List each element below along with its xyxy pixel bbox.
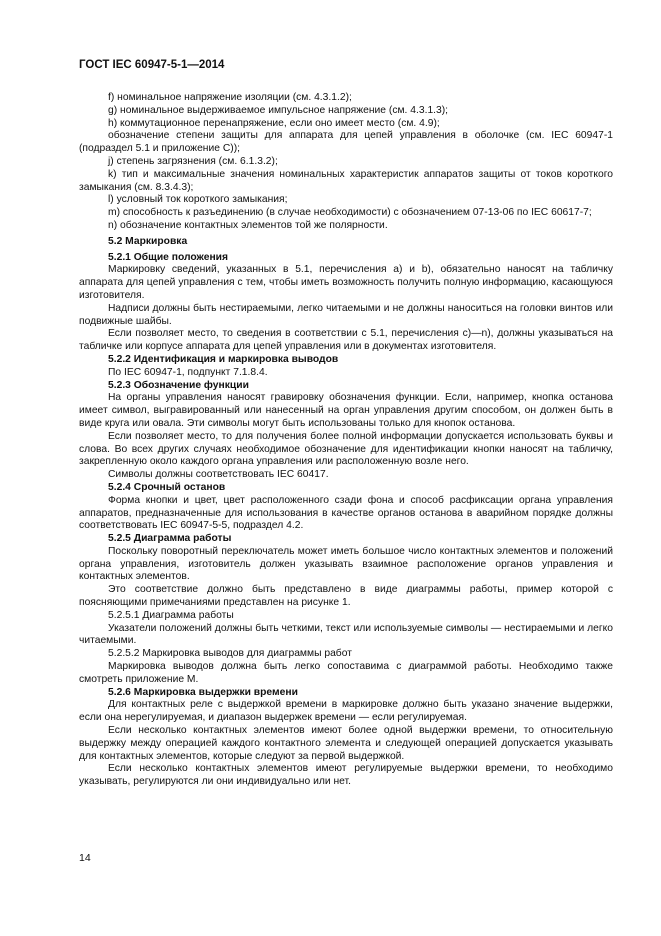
subsection-heading-5-2-5-2: 5.2.5.2 Маркировка выводов для диаграммы работ [108, 648, 352, 660]
section-heading-5-2-4: 5.2.4 Срочный останов [108, 481, 226, 493]
paragraph: По IEC 60947-1, подпункт 7.1.8.4. [108, 366, 268, 378]
list-item-j: j) степень загрязнения (см. 6.1.3.2); [108, 155, 278, 167]
list-item-l: l) условный ток короткого замыкания; [108, 194, 288, 206]
section-heading-5-2: 5.2 Маркировка [108, 235, 188, 247]
section-heading-5-2-3: 5.2.3 Обозначение функции [108, 379, 249, 391]
list-item-m: m) способность к разъединению (в случае необходимости) с обозначением 07-13-06 по IEC 60617-7; [108, 207, 592, 219]
section-heading-5-2-6: 5.2.6 Маркировка выдержки времени [108, 686, 298, 698]
section-heading-5-2-2: 5.2.2 Идентификация и маркировка выводов [108, 353, 339, 365]
page-body [79, 92, 613, 789]
paragraph: Это соответствие должно быть представлено в виде диаграммы работы, пример которой с поясняющими примечаниями представлен на рисунке 1. [79, 584, 613, 609]
paragraph: Форма кнопки и цвет, цвет расположенного сзади фона и способ расфиксации органа управления аппаратов, предназначенные для использования в качестве органов останова в аварийном порядке должны соответствовать IEC 60947-5-5, подраздел 4.2. [79, 494, 613, 532]
list-item-h: h) коммутационное перенапряжение, если оно имеет место (см. 4.9); [108, 117, 440, 129]
paragraph: Символы должны соответствовать IEC 60417. [108, 469, 329, 481]
paragraph: Для контактных реле с выдержкой времени в маркировке должно быть указано значение выдержки, если она нерегулируемая, и диапазон выдержек времени — если регулируемая. [79, 699, 613, 724]
paragraph: Маркировку сведений, указанных в 5.1, перечисления a) и b), обязательно наносят на табличку аппарата для цепей управления с тем, чтобы иметь возможность получить полную информацию, касающуюся изготовителя. [79, 264, 613, 301]
subsection-heading-5-2-5-1: 5.2.5.1 Диаграмма работы [108, 609, 234, 621]
list-item-protection: обозначение степени защиты для аппарата для цепей управления в оболочке (см. IEC 60947-1 (подраздел 5.1 и приложение С)); [79, 130, 613, 155]
paragraph: Указатели положений должны быть четкими, текст или используемые символы — нестираемыми и легко читаемыми. [79, 622, 613, 647]
list-item-f: f) номинальное напряжение изоляции (см. 4.3.1.2); [108, 92, 352, 103]
paragraph: Надписи должны быть нестираемыми, легко читаемыми и не должны наноситься на головки винтов или подвижные шайбы. [79, 302, 613, 327]
paragraph: Поскольку поворотный переключатель может иметь большое число контактных элементов и положений органа управления, изготовитель должен указывать взаимное расположение органов управления и контактных элементов. [79, 545, 613, 583]
document-header: ГОСТ IEC 60947-5-1—2014 [79, 59, 225, 71]
paragraph: Если позволяет место, то сведения в соответствии с 5.1, перечисления c)—n), должны указываться на табличке или корпусе аппарата для цепей управления или в документах изготовителя. [79, 328, 613, 353]
list-item-k: k) тип и максимальные значения номинальных характеристик аппаратов защиты от токов короткого замыкания (см. 8.3.4.3); [79, 168, 613, 193]
paragraph: На органы управления наносят гравировку обозначения функции. Если, например, кнопка останова имеет символ, выгравированный или нанесенный на орган управления другим способом, он должен быть в виде круга или овала. Эти символы могут быть использованы только для кнопок останова. [79, 392, 613, 429]
list-item-n: n) обозначение контактных элементов той же полярности. [108, 219, 388, 231]
paragraph: Маркировка выводов должна быть легко сопоставима с диаграммой работы. Необходимо также смотреть приложение М. [79, 661, 613, 685]
page-number: 14 [79, 852, 91, 864]
paragraph: Если несколько контактных элементов имеют более одной выдержки времени, то относительную выдержку между операцией каждого контактного элемента и следующей операцией допускается указывать для контактных элементов, которые следуют за первой выдержкой. [79, 725, 613, 762]
paragraph: Если несколько контактных элементов имеют регулируемые выдержки времени, то необходимо указывать, регулируются ли они индивидуально или нет. [79, 763, 613, 788]
list-item-g: g) номинальное выдерживаемое импульсное напряжение (см. 4.3.1.3); [108, 104, 449, 116]
paragraph: Если позволяет место, то для получения более полной информации допускается использовать буквы и слова. Во всех других случаях необходимое обозначение для идентификации кнопки наносят на табличку, закрепленную около каждого органа управления или расположенную возле него. [79, 430, 613, 468]
section-heading-5-2-1: 5.2.1 Общие положения [108, 251, 228, 263]
section-heading-5-2-5: 5.2.5 Диаграмма работы [108, 533, 232, 545]
